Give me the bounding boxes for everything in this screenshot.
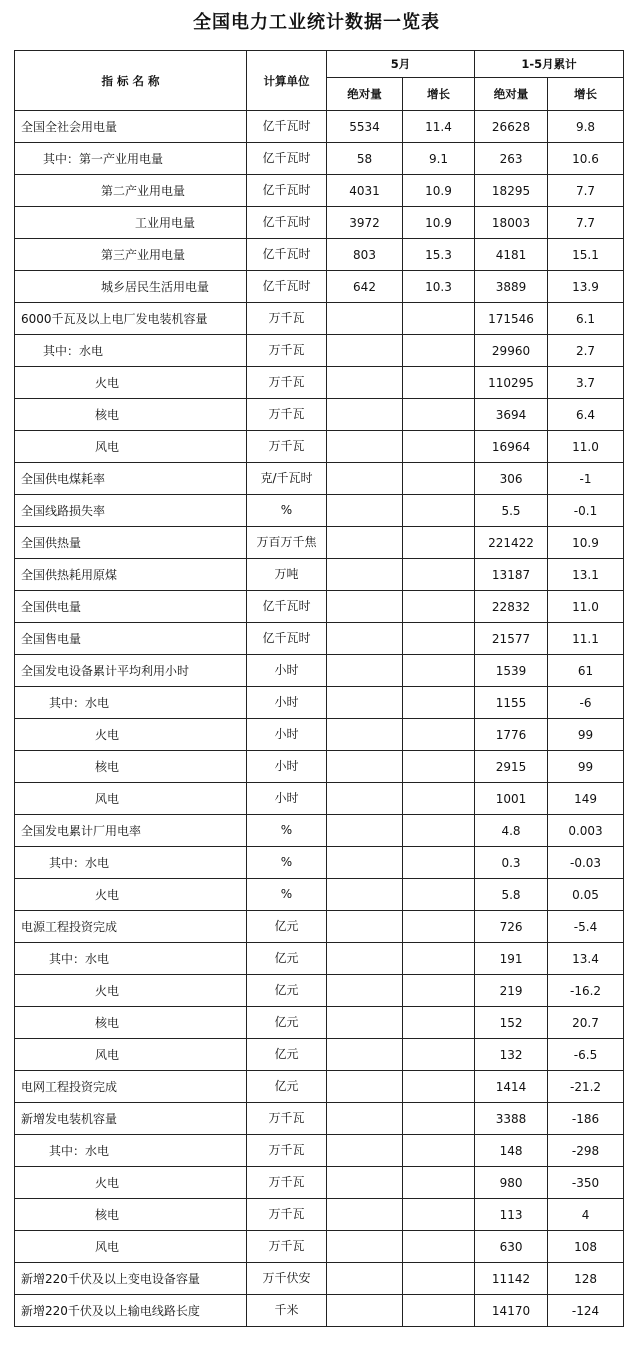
table-row — [15, 911, 624, 943]
row-ytd-growth-cell: 2.7 — [548, 335, 624, 367]
row-ytd-growth-cell: 13.1 — [548, 559, 624, 591]
row-unit-cell: 克/千瓦时 — [247, 463, 327, 495]
row-name-cell: 其中：水电 — [15, 687, 247, 719]
row-may-absolute-cell — [327, 399, 403, 431]
row-ytd-growth-cell: -6.5 — [548, 1039, 624, 1071]
row-may-absolute-cell — [327, 495, 403, 527]
row-ytd-absolute-cell: 26628 — [475, 111, 548, 143]
row-ytd-absolute-cell: 29960 — [475, 335, 548, 367]
row-ytd-growth-cell: 6.4 — [548, 399, 624, 431]
row-ytd-growth-cell: 128 — [548, 1263, 624, 1295]
row-ytd-absolute-cell: 1776 — [475, 719, 548, 751]
row-may-absolute-cell — [327, 943, 403, 975]
table-row — [15, 207, 624, 239]
table-row — [15, 271, 624, 303]
row-unit-cell: 万千瓦 — [247, 1135, 327, 1167]
row-ytd-growth-cell: 11.0 — [548, 591, 624, 623]
row-ytd-growth-cell: 99 — [548, 751, 624, 783]
header-ytd-absolute: 绝对量 — [475, 78, 548, 111]
row-name-cell: 核电 — [15, 751, 247, 783]
row-may-growth-cell: 10.9 — [403, 207, 475, 239]
row-name-cell: 其中：水电 — [15, 335, 247, 367]
row-name-cell: 风电 — [15, 1039, 247, 1071]
row-may-growth-cell — [403, 655, 475, 687]
row-name-cell: 全国供热量 — [15, 527, 247, 559]
row-may-growth-cell — [403, 463, 475, 495]
row-may-absolute-cell — [327, 751, 403, 783]
row-may-absolute-cell — [327, 1039, 403, 1071]
row-may-absolute-cell — [327, 1263, 403, 1295]
table-row — [15, 847, 624, 879]
row-may-growth-cell — [403, 495, 475, 527]
row-unit-cell: 万千伏安 — [247, 1263, 327, 1295]
row-may-absolute-cell: 58 — [327, 143, 403, 175]
row-name-cell: 核电 — [15, 1199, 247, 1231]
row-ytd-growth-cell: 20.7 — [548, 1007, 624, 1039]
row-ytd-absolute-cell: 4.8 — [475, 815, 548, 847]
table-row — [15, 1199, 624, 1231]
row-may-growth-cell: 10.3 — [403, 271, 475, 303]
table-row — [15, 783, 624, 815]
row-may-growth-cell — [403, 783, 475, 815]
row-ytd-absolute-cell: 0.3 — [475, 847, 548, 879]
table-row — [15, 975, 624, 1007]
row-name-cell: 新增发电装机容量 — [15, 1103, 247, 1135]
header-ytd-growth: 增长 — [548, 78, 624, 111]
row-ytd-absolute-cell: 3388 — [475, 1103, 548, 1135]
row-may-growth-cell — [403, 719, 475, 751]
row-name-cell: 火电 — [15, 1167, 247, 1199]
row-name-cell: 火电 — [15, 975, 247, 1007]
page-title: 全国电力工业统计数据一览表 — [193, 12, 440, 33]
row-ytd-growth-cell: -186 — [548, 1103, 624, 1135]
row-name-cell: 火电 — [15, 367, 247, 399]
row-ytd-growth-cell: 10.9 — [548, 527, 624, 559]
row-may-absolute-cell: 4031 — [327, 175, 403, 207]
table-row — [15, 879, 624, 911]
table-row — [15, 719, 624, 751]
row-may-growth-cell — [403, 911, 475, 943]
row-ytd-absolute-cell: 132 — [475, 1039, 548, 1071]
row-may-growth-cell — [403, 1167, 475, 1199]
row-name-cell: 核电 — [15, 399, 247, 431]
table-row — [15, 943, 624, 975]
row-ytd-growth-cell: -0.03 — [548, 847, 624, 879]
row-name-cell: 城乡居民生活用电量 — [15, 271, 247, 303]
row-may-absolute-cell — [327, 431, 403, 463]
row-name-cell: 工业用电量 — [15, 207, 247, 239]
row-unit-cell: 小时 — [247, 783, 327, 815]
row-ytd-growth-cell: -5.4 — [548, 911, 624, 943]
row-may-growth-cell — [403, 1263, 475, 1295]
row-unit-cell: 万千瓦 — [247, 1199, 327, 1231]
row-may-growth-cell — [403, 623, 475, 655]
header-may-growth: 增长 — [403, 78, 475, 111]
row-may-absolute-cell — [327, 975, 403, 1007]
row-ytd-absolute-cell: 191 — [475, 943, 548, 975]
table-row — [15, 463, 624, 495]
header-may: 5月 — [327, 51, 475, 78]
row-unit-cell: 亿千瓦时 — [247, 111, 327, 143]
row-unit-cell: 小时 — [247, 687, 327, 719]
table-row — [15, 1231, 624, 1263]
row-ytd-growth-cell: -21.2 — [548, 1071, 624, 1103]
row-may-absolute-cell — [327, 367, 403, 399]
row-unit-cell: 小时 — [247, 751, 327, 783]
table-body — [15, 111, 624, 1327]
row-may-growth-cell — [403, 1135, 475, 1167]
row-ytd-absolute-cell: 11142 — [475, 1263, 548, 1295]
row-may-absolute-cell — [327, 335, 403, 367]
table-row — [15, 335, 624, 367]
row-may-growth-cell — [403, 943, 475, 975]
table-row — [15, 1167, 624, 1199]
row-may-growth-cell: 10.9 — [403, 175, 475, 207]
row-ytd-growth-cell: 3.7 — [548, 367, 624, 399]
table-header — [15, 51, 624, 111]
row-unit-cell: 小时 — [247, 719, 327, 751]
row-unit-cell: 亿元 — [247, 1039, 327, 1071]
row-name-cell: 核电 — [15, 1007, 247, 1039]
row-may-absolute-cell — [327, 1103, 403, 1135]
row-may-growth-cell — [403, 975, 475, 1007]
table-row — [15, 1103, 624, 1135]
row-unit-cell: 万百万千焦 — [247, 527, 327, 559]
row-name-cell: 全国线路损失率 — [15, 495, 247, 527]
row-name-cell: 第三产业用电量 — [15, 239, 247, 271]
row-may-growth-cell: 9.1 — [403, 143, 475, 175]
row-may-absolute-cell — [327, 1295, 403, 1327]
row-may-absolute-cell — [327, 847, 403, 879]
row-may-growth-cell — [403, 815, 475, 847]
table-row — [15, 367, 624, 399]
row-may-growth-cell — [403, 335, 475, 367]
row-unit-cell: 千米 — [247, 1295, 327, 1327]
row-unit-cell: 亿千瓦时 — [247, 239, 327, 271]
row-ytd-growth-cell: -124 — [548, 1295, 624, 1327]
statistics-table — [14, 50, 624, 1327]
row-ytd-growth-cell: 7.7 — [548, 175, 624, 207]
row-may-absolute-cell — [327, 559, 403, 591]
row-may-absolute-cell — [327, 815, 403, 847]
row-unit-cell: 万千瓦 — [247, 431, 327, 463]
row-may-growth-cell — [403, 527, 475, 559]
row-ytd-absolute-cell: 13187 — [475, 559, 548, 591]
row-unit-cell: 亿元 — [247, 943, 327, 975]
row-ytd-absolute-cell: 2915 — [475, 751, 548, 783]
table-row — [15, 815, 624, 847]
row-ytd-absolute-cell: 1414 — [475, 1071, 548, 1103]
row-unit-cell: 亿元 — [247, 975, 327, 1007]
row-unit-cell: 亿元 — [247, 1007, 327, 1039]
row-ytd-growth-cell: 13.9 — [548, 271, 624, 303]
row-ytd-growth-cell: 11.1 — [548, 623, 624, 655]
row-may-absolute-cell — [327, 527, 403, 559]
row-may-absolute-cell — [327, 1167, 403, 1199]
table-row — [15, 239, 624, 271]
row-may-growth-cell — [403, 687, 475, 719]
row-may-absolute-cell — [327, 623, 403, 655]
row-may-absolute-cell — [327, 303, 403, 335]
row-unit-cell: 万千瓦 — [247, 1103, 327, 1135]
row-ytd-growth-cell: 11.0 — [548, 431, 624, 463]
row-unit-cell: 亿元 — [247, 911, 327, 943]
header-indicator: 指 标 名 称 — [15, 51, 247, 111]
row-unit-cell: 万千瓦 — [247, 1231, 327, 1263]
row-name-cell: 第二产业用电量 — [15, 175, 247, 207]
row-name-cell: 电源工程投资完成 — [15, 911, 247, 943]
row-ytd-absolute-cell: 1001 — [475, 783, 548, 815]
table-row — [15, 1071, 624, 1103]
table-row — [15, 1295, 624, 1327]
row-unit-cell: 亿千瓦时 — [247, 591, 327, 623]
row-ytd-growth-cell: 99 — [548, 719, 624, 751]
row-ytd-absolute-cell: 1155 — [475, 687, 548, 719]
row-may-growth-cell — [403, 847, 475, 879]
row-ytd-growth-cell: 13.4 — [548, 943, 624, 975]
row-may-growth-cell — [403, 1103, 475, 1135]
table-row — [15, 143, 624, 175]
row-ytd-growth-cell: 149 — [548, 783, 624, 815]
table-row — [15, 655, 624, 687]
row-may-absolute-cell — [327, 879, 403, 911]
table-row — [15, 399, 624, 431]
row-unit-cell: % — [247, 495, 327, 527]
row-ytd-growth-cell: 6.1 — [548, 303, 624, 335]
row-may-absolute-cell — [327, 591, 403, 623]
header-ytd: 1-5月累计 — [475, 51, 624, 78]
row-ytd-absolute-cell: 4181 — [475, 239, 548, 271]
row-ytd-absolute-cell: 21577 — [475, 623, 548, 655]
table-row — [15, 591, 624, 623]
row-name-cell: 其中：水电 — [15, 943, 247, 975]
row-may-growth-cell: 15.3 — [403, 239, 475, 271]
row-ytd-absolute-cell: 110295 — [475, 367, 548, 399]
row-unit-cell: 亿千瓦时 — [247, 271, 327, 303]
row-unit-cell: 万千瓦 — [247, 399, 327, 431]
row-may-growth-cell — [403, 431, 475, 463]
row-may-growth-cell: 11.4 — [403, 111, 475, 143]
row-may-growth-cell — [403, 1039, 475, 1071]
row-unit-cell: 亿元 — [247, 1071, 327, 1103]
row-unit-cell: 万千瓦 — [247, 1167, 327, 1199]
table-row — [15, 1263, 624, 1295]
row-ytd-absolute-cell: 726 — [475, 911, 548, 943]
row-may-growth-cell — [403, 1071, 475, 1103]
row-ytd-absolute-cell: 3889 — [475, 271, 548, 303]
row-ytd-growth-cell: -1 — [548, 463, 624, 495]
row-name-cell: 电网工程投资完成 — [15, 1071, 247, 1103]
row-name-cell: 全国供电煤耗率 — [15, 463, 247, 495]
row-may-absolute-cell — [327, 655, 403, 687]
row-may-growth-cell — [403, 399, 475, 431]
row-name-cell: 全国全社会用电量 — [15, 111, 247, 143]
row-unit-cell: 亿千瓦时 — [247, 175, 327, 207]
row-ytd-growth-cell: 4 — [548, 1199, 624, 1231]
row-ytd-absolute-cell: 5.8 — [475, 879, 548, 911]
row-may-growth-cell — [403, 591, 475, 623]
row-unit-cell: 亿千瓦时 — [247, 143, 327, 175]
row-ytd-absolute-cell: 18295 — [475, 175, 548, 207]
row-ytd-absolute-cell: 22832 — [475, 591, 548, 623]
row-ytd-absolute-cell: 3694 — [475, 399, 548, 431]
table-row — [15, 111, 624, 143]
row-ytd-absolute-cell: 18003 — [475, 207, 548, 239]
row-name-cell: 新增220千伏及以上输电线路长度 — [15, 1295, 247, 1327]
row-may-absolute-cell — [327, 911, 403, 943]
row-ytd-absolute-cell: 221422 — [475, 527, 548, 559]
row-may-absolute-cell — [327, 719, 403, 751]
row-ytd-growth-cell: -298 — [548, 1135, 624, 1167]
table-row — [15, 1039, 624, 1071]
row-name-cell: 其中：水电 — [15, 847, 247, 879]
row-ytd-growth-cell: 108 — [548, 1231, 624, 1263]
row-ytd-absolute-cell: 113 — [475, 1199, 548, 1231]
row-name-cell: 全国售电量 — [15, 623, 247, 655]
row-ytd-absolute-cell: 630 — [475, 1231, 548, 1263]
row-ytd-growth-cell: 0.003 — [548, 815, 624, 847]
table-row — [15, 495, 624, 527]
row-ytd-absolute-cell: 306 — [475, 463, 548, 495]
row-unit-cell: 万千瓦 — [247, 367, 327, 399]
row-ytd-absolute-cell: 5.5 — [475, 495, 548, 527]
row-name-cell: 风电 — [15, 783, 247, 815]
row-unit-cell: 亿千瓦时 — [247, 207, 327, 239]
row-unit-cell: % — [247, 879, 327, 911]
table-row — [15, 687, 624, 719]
row-unit-cell: 万千瓦 — [247, 303, 327, 335]
row-name-cell: 全国供电量 — [15, 591, 247, 623]
row-ytd-growth-cell: 61 — [548, 655, 624, 687]
row-ytd-growth-cell: -350 — [548, 1167, 624, 1199]
row-unit-cell: 亿千瓦时 — [247, 623, 327, 655]
row-name-cell: 全国发电累计厂用电率 — [15, 815, 247, 847]
row-name-cell: 其中：水电 — [15, 1135, 247, 1167]
row-ytd-growth-cell: 7.7 — [548, 207, 624, 239]
row-name-cell: 风电 — [15, 1231, 247, 1263]
row-name-cell: 新增220千伏及以上变电设备容量 — [15, 1263, 247, 1295]
row-unit-cell: 万吨 — [247, 559, 327, 591]
row-may-absolute-cell: 5534 — [327, 111, 403, 143]
row-ytd-absolute-cell: 219 — [475, 975, 548, 1007]
row-unit-cell: 小时 — [247, 655, 327, 687]
row-may-absolute-cell — [327, 1135, 403, 1167]
row-may-growth-cell — [403, 559, 475, 591]
row-may-growth-cell — [403, 751, 475, 783]
row-may-growth-cell — [403, 1007, 475, 1039]
row-ytd-absolute-cell: 14170 — [475, 1295, 548, 1327]
row-name-cell: 火电 — [15, 719, 247, 751]
table-row — [15, 175, 624, 207]
row-ytd-growth-cell: 0.05 — [548, 879, 624, 911]
table-row — [15, 623, 624, 655]
row-may-absolute-cell — [327, 1231, 403, 1263]
table-row — [15, 303, 624, 335]
row-may-absolute-cell — [327, 1199, 403, 1231]
header-may-absolute: 绝对量 — [327, 78, 403, 111]
row-may-growth-cell — [403, 303, 475, 335]
row-ytd-absolute-cell: 148 — [475, 1135, 548, 1167]
row-may-absolute-cell: 642 — [327, 271, 403, 303]
header-unit: 计算单位 — [247, 51, 327, 111]
row-ytd-growth-cell: -16.2 — [548, 975, 624, 1007]
row-ytd-absolute-cell: 152 — [475, 1007, 548, 1039]
row-ytd-growth-cell: -6 — [548, 687, 624, 719]
table-row — [15, 1135, 624, 1167]
row-unit-cell: % — [247, 847, 327, 879]
row-ytd-absolute-cell: 171546 — [475, 303, 548, 335]
table-row — [15, 527, 624, 559]
table-row — [15, 1007, 624, 1039]
table-row — [15, 559, 624, 591]
row-may-growth-cell — [403, 367, 475, 399]
row-name-cell: 风电 — [15, 431, 247, 463]
row-ytd-growth-cell: 10.6 — [548, 143, 624, 175]
row-ytd-growth-cell: 15.1 — [548, 239, 624, 271]
row-may-absolute-cell — [327, 1007, 403, 1039]
table-row — [15, 751, 624, 783]
table-row — [15, 431, 624, 463]
row-unit-cell: % — [247, 815, 327, 847]
row-name-cell: 其中：第一产业用电量 — [15, 143, 247, 175]
row-may-growth-cell — [403, 1231, 475, 1263]
row-name-cell: 6000千瓦及以上电厂发电装机容量 — [15, 303, 247, 335]
row-name-cell: 火电 — [15, 879, 247, 911]
row-ytd-absolute-cell: 1539 — [475, 655, 548, 687]
row-ytd-growth-cell: -0.1 — [548, 495, 624, 527]
row-may-growth-cell — [403, 1295, 475, 1327]
row-ytd-absolute-cell: 263 — [475, 143, 548, 175]
row-may-growth-cell — [403, 879, 475, 911]
row-name-cell: 全国发电设备累计平均利用小时 — [15, 655, 247, 687]
row-may-absolute-cell: 3972 — [327, 207, 403, 239]
row-may-absolute-cell — [327, 463, 403, 495]
row-ytd-absolute-cell: 980 — [475, 1167, 548, 1199]
row-may-growth-cell — [403, 1199, 475, 1231]
row-may-absolute-cell: 803 — [327, 239, 403, 271]
row-ytd-absolute-cell: 16964 — [475, 431, 548, 463]
row-may-absolute-cell — [327, 1071, 403, 1103]
row-unit-cell: 万千瓦 — [247, 335, 327, 367]
row-name-cell: 全国供热耗用原煤 — [15, 559, 247, 591]
row-may-absolute-cell — [327, 687, 403, 719]
row-ytd-growth-cell: 9.8 — [548, 111, 624, 143]
row-may-absolute-cell — [327, 783, 403, 815]
